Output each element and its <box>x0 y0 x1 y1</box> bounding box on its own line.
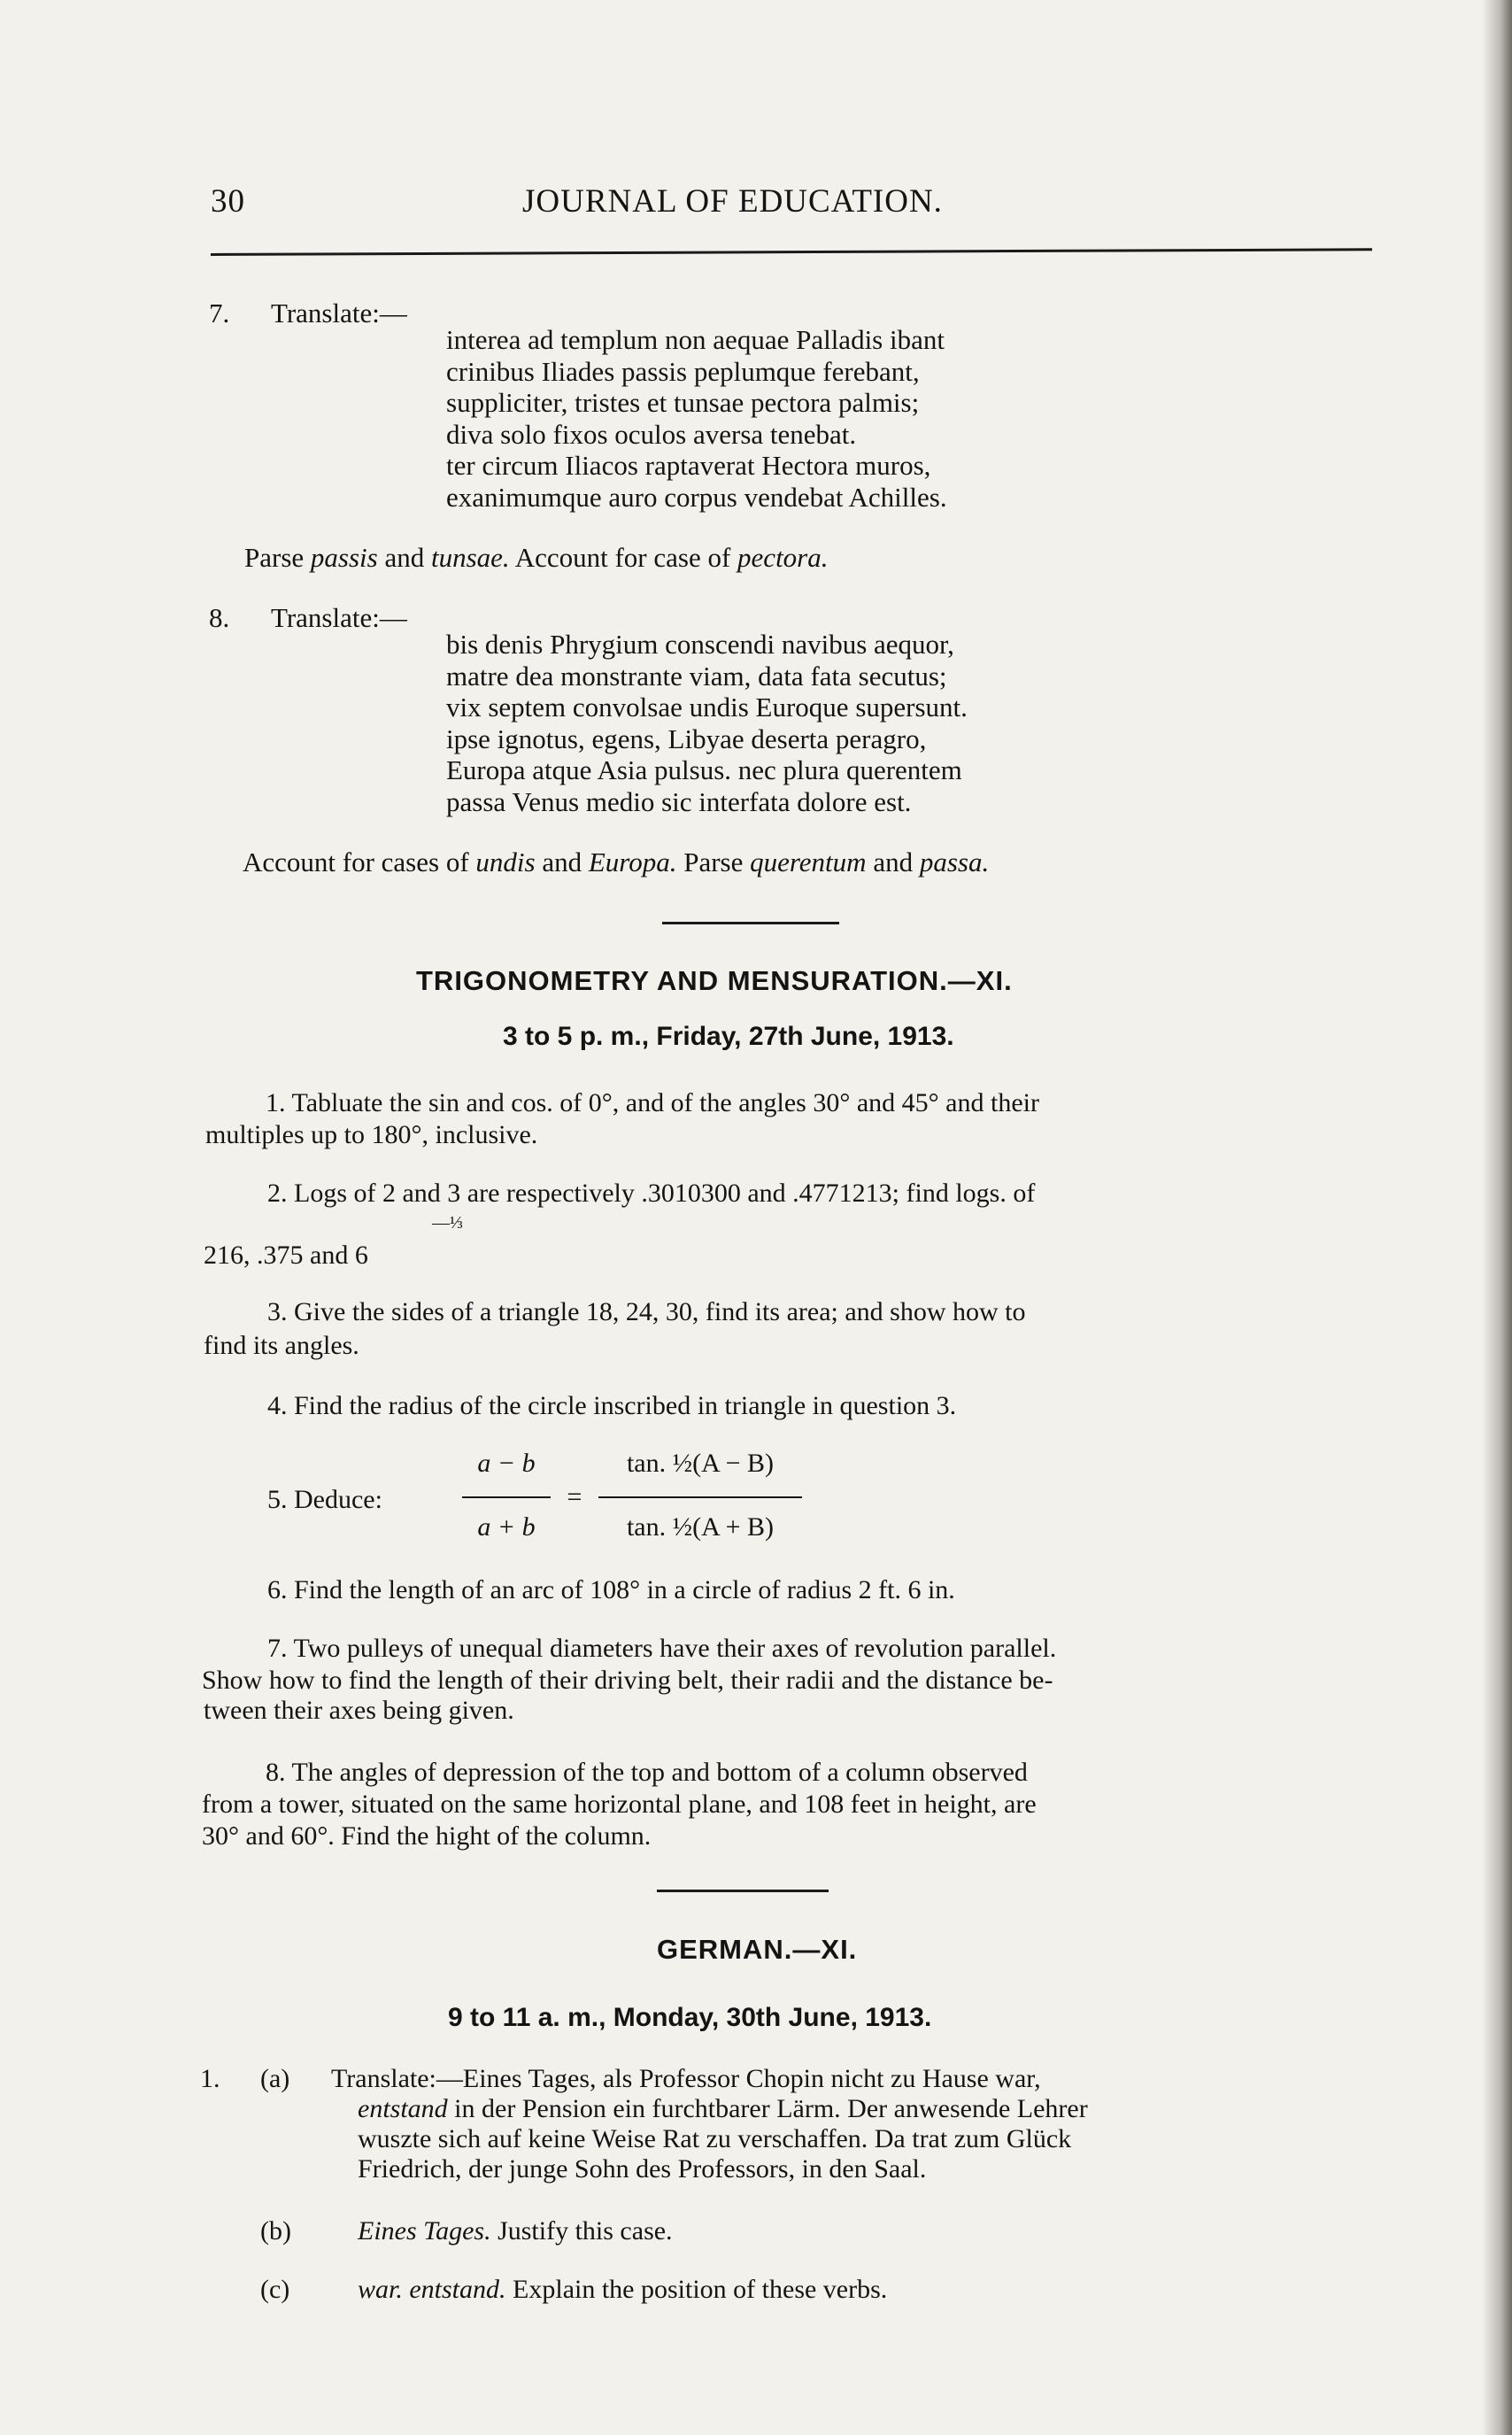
trig-q7-line2: Show how to find the length of their driving belt, their radii and the distance be- <box>202 1666 1053 1695</box>
verse-line: passa Venus medio sic interfata dolore est. <box>446 785 912 817</box>
trig-q8-line2: from a tower, situated on the same horizontal plane, and 108 feet in height, are <box>202 1790 1037 1819</box>
german-q1-number: 1. <box>200 2064 220 2093</box>
verse-line: bis denis Phrygium conscendi navibus aequor, <box>446 629 954 660</box>
trig-q3-line1: 3. Give the sides of a triangle 18, 24, 30, find its area; and show how to <box>267 1297 1026 1326</box>
verse-line: matre dea monstrante viam, data fata secutus; <box>446 660 947 692</box>
section-divider <box>657 1890 829 1892</box>
trig-q2-line2: 216, .375 and 6 <box>204 1241 368 1270</box>
german-c-label: (c) <box>260 2275 290 2304</box>
german-b-label: (b) <box>260 2216 291 2246</box>
verse-line: suppliciter, tristes et tunsae pectora palmis; <box>446 387 920 418</box>
verse-line: diva solo fixos oculos aversa tenebat. <box>446 418 857 450</box>
page-number: 30 <box>211 183 245 220</box>
german-a-line2: entstand in der Pension ein furchtbarer Lärm. Der anwesende Lehrer <box>358 2094 1088 2123</box>
verse-line: exanimumque auro corpus vendebat Achilles. <box>446 481 947 513</box>
trig-q7-line3: tween their axes being given. <box>204 1696 514 1725</box>
german-a-label: (a) <box>260 2064 290 2093</box>
trig-q4: 4. Find the radius of the circle inscribed in triangle in question 3. <box>267 1391 957 1420</box>
trig-q7-line1: 7. Two pulleys of unequal diameters have their axes of revolution parallel. <box>267 1634 1057 1663</box>
trig-q2-line1: 2. Logs of 2 and 3 are respectively .3010300 and .4771213; find logs. of <box>267 1179 1036 1208</box>
section-divider <box>662 922 839 924</box>
q5-right-fraction-bar <box>598 1496 802 1498</box>
german-section-title: GERMAN.—XI. <box>657 1934 858 1965</box>
latin-q8-number: 8. <box>209 602 230 633</box>
latin-q7-passage <box>446 324 947 513</box>
latin-q7-label: Translate:— <box>271 298 407 329</box>
trig-q2-exponent: —⅓ <box>432 1213 463 1233</box>
latin-q8-account: Account for cases of undis and Europa. Parse querentum and passa. <box>243 846 990 877</box>
german-a-line4: Friedrich, der junge Sohn des Professors, in den Saal. <box>358 2154 927 2184</box>
trig-exam-time: 3 to 5 p. m., Friday, 27th June, 1913. <box>503 1022 954 1051</box>
german-a-line3: wuszte sich auf keine Weise Rat zu verschaffen. Da trat zum Glück <box>358 2124 1072 2153</box>
trig-q1-line2: multiples up to 180°, inclusive. <box>205 1120 538 1149</box>
q5-right-numerator: tan. ½(A − B) <box>626 1449 775 1478</box>
german-a-line1: Translate:—Eines Tages, als Professor Chopin nicht zu Hause war, <box>331 2064 1041 2093</box>
latin-q7-parse: Parse passis and tunsae. Account for case of pectora. <box>244 542 829 573</box>
trig-q5-label: 5. Deduce: <box>267 1485 382 1514</box>
header-rule <box>211 248 1372 256</box>
verse-line: vix septem convolsae undis Euroque supersunt. <box>446 692 968 723</box>
verse-line: crinibus Iliades passis peplumque ferebant, <box>446 355 920 387</box>
q5-left-denominator: a + b <box>477 1512 536 1542</box>
q5-right-denominator: tan. ½(A + B) <box>626 1512 775 1542</box>
latin-q7-number: 7. <box>209 298 230 329</box>
q5-left-numerator: a − b <box>477 1449 536 1478</box>
trig-q6: 6. Find the length of an arc of 108° in a circle of radius 2 ft. 6 in. <box>267 1575 955 1604</box>
verse-line: Europa atque Asia pulsus. nec plura querentem <box>446 754 962 785</box>
trig-q1-line1: 1. Tabluate the sin and cos. of 0°, and of the angles 30° and 45° and their <box>266 1088 1039 1117</box>
running-title: JOURNAL OF EDUCATION. <box>522 183 943 220</box>
q5-left-fraction-bar <box>462 1496 551 1498</box>
q5-equals-sign: = <box>567 1482 582 1511</box>
verse-line: ter circum Iliacos raptaverat Hectora muros, <box>446 450 931 481</box>
trig-q3-line2: find its angles. <box>204 1331 359 1360</box>
german-b-text: Eines Tages. Justify this case. <box>358 2216 673 2246</box>
german-c-text: war. entstand. Explain the position of these verbs. <box>358 2275 888 2304</box>
latin-q8-passage <box>446 629 968 817</box>
trig-section-title: TRIGONOMETRY AND MENSURATION.—XI. <box>416 965 1013 996</box>
trig-q8-line3: 30° and 60°. Find the hight of the column. <box>202 1821 652 1851</box>
verse-line: interea ad templum non aequae Palladis ibant <box>446 324 945 355</box>
german-exam-time: 9 to 11 a. m., Monday, 30th June, 1913. <box>448 2003 932 2032</box>
trig-q8-line1: 8. The angles of depression of the top and bottom of a column observed <box>266 1758 1028 1787</box>
page-edge <box>1482 0 1512 2435</box>
verse-line: ipse ignotus, egens, Libyae deserta peragro, <box>446 723 927 754</box>
latin-q8-label: Translate:— <box>271 602 407 633</box>
